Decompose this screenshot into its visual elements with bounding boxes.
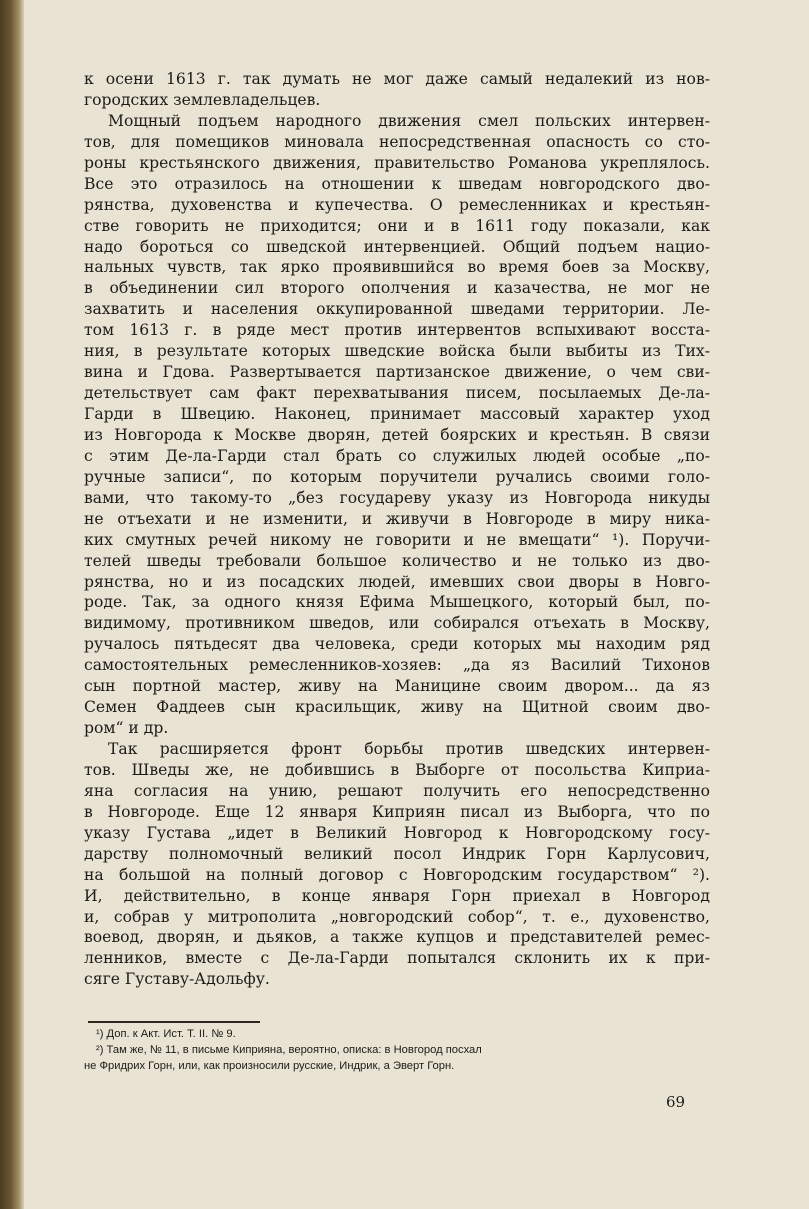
text-line: сяге Густаву-Адольфу. (84, 970, 270, 989)
text-line: сын портной мастер, живу на Маницине своим двором... да яз (84, 677, 710, 696)
text-line: роде. Так, за одного князя Ефима Мышецкого, который был, по- (84, 593, 710, 612)
text-line: ручные записи“, по которым поручители ручались своими голо- (84, 467, 710, 486)
text-line: не отъехати и не изменити, и живучи в Новгороде в миру ника- (84, 509, 710, 528)
text-line: самостоятельных ремесленников-хозяев: „да яз Василий Тихонов (84, 656, 710, 675)
footnote-line: ¹) Доп. к Акт. Ист. Т. II. № 9. (96, 1028, 236, 1040)
text-line: рянства, духовенства и купечества. О ремесленниках и крестьян- (84, 195, 710, 214)
text-line: видимому, противником шведов, или собирался отъехать в Москву, (84, 614, 710, 633)
text-line: надо бороться со шведской интервенцией. Общий подъем нацио- (84, 237, 710, 256)
text-line: ром“ и др. (84, 719, 169, 738)
text-line: детельствует сам факт перехватывания писем, посылаемых Де-ла- (84, 384, 710, 403)
text-line: нальных чувств, так ярко проявившийся во время боев за Москву, (84, 258, 710, 277)
text-line: тов. Шведы же, не добившись в Выборге от посольства Киприа- (84, 760, 710, 779)
text-line: ния, в результате которых шведские войска были выбиты из Тих- (84, 342, 710, 361)
footnote-line: не Фридрих Горн, или, как произносили русские, Индрик, а Эверт Горн. (84, 1060, 455, 1072)
text-line: Так расширяется фронт борьбы против шведских интервен- (108, 740, 710, 758)
footnote-line: ²) Там же, № 11, в письме Киприяна, вероятно, описка: в Новгород посхал (96, 1044, 482, 1056)
paragraph (84, 69, 710, 111)
text-line: к осени 1613 г. так думать не мог даже самый недалекий из нов- (84, 70, 710, 88)
text-line: и, собрав у митрополита „новгородский собор“, т. е., духовенство, (84, 907, 710, 926)
footnotes (84, 1026, 710, 1074)
text-line: Гарди в Швецию. Наконец, принимает массовый характер уход (84, 405, 710, 423)
text-line: Мощный подъем народного движения смел польских интервен- (108, 111, 710, 130)
text-line: рянства, но и из посадских людей, имевших свои дворы в Новго- (84, 572, 710, 591)
text-line: Семен Фаддеев сын красильщик, живу на Щитной своим дво- (84, 698, 710, 717)
text-line: И, действительно, в конце января Горн приехал в Новгород (84, 886, 710, 905)
text-line: Все это отразилось на отношении к шведам новгородского дво- (84, 174, 710, 193)
text-line: в Новгороде. Еще 12 января Киприян писал из Выборга, что по (84, 802, 710, 821)
text-line: указу Густава „идет в Великий Новгород к Новгородскому госу- (84, 823, 710, 842)
paragraph (84, 111, 710, 739)
paragraph (84, 739, 710, 990)
text-line: вина и Гдова. Развертывается партизанское движение, о чем сви- (84, 363, 710, 382)
footnote-divider (88, 1021, 260, 1023)
text-line: дарству полномочный великий посол Индрик Горн Карлусович, (84, 844, 710, 863)
text-line: ких смутных речей никому не говорити и не вмещати“ ¹). Поручи- (84, 530, 710, 549)
book-spine-shadow (0, 0, 24, 1209)
text-line: воевод, дворян, и дьяков, а также купцов и представителей ремес- (84, 928, 710, 947)
text-line: телей шведы требовали большое количество и не только из дво- (84, 551, 710, 570)
text-line: захватить и населения оккупированной шведами территории. Ле- (84, 300, 710, 319)
text-line: с этим Де-ла-Гарди стал брать со служилых людей особые „по- (84, 446, 710, 465)
text-line: из Новгорода к Москве дворян, детей боярских и крестьян. В связи (84, 425, 710, 444)
footnote (84, 1042, 710, 1074)
page-number: 69 (666, 1093, 686, 1111)
text-line: ленников, вместе с Де-ла-Гарди попытался склонить их к при- (84, 949, 710, 968)
text-line: городских землевладельцев. (84, 90, 321, 109)
footnote (84, 1026, 710, 1042)
text-line: стве говорить не приходится; они и в 1611 году показали, как (84, 216, 710, 235)
text-line: ручалось пятьдесят два человека, среди которых мы находим ряд (84, 635, 710, 654)
text-line: вами, что такому-то „без государеву указу из Новгорода никуды (84, 488, 710, 507)
main-text (84, 69, 710, 990)
text-line: на большой на полный договор с Новгородским государством“ ²). (84, 865, 710, 884)
text-line: роны крестьянского движения, правительство Романова укреплялось. (84, 153, 710, 172)
text-line: том 1613 г. в ряде мест против интервентов вспыхивают восста- (84, 321, 710, 340)
text-line: тов, для помещиков миновала непосредственная опасность со сто- (84, 132, 710, 151)
text-line: яна согласия на унию, решают получить его непосредственно (84, 781, 710, 800)
text-line: в объединении сил второго ополчения и казачества, не мог не (84, 279, 710, 298)
